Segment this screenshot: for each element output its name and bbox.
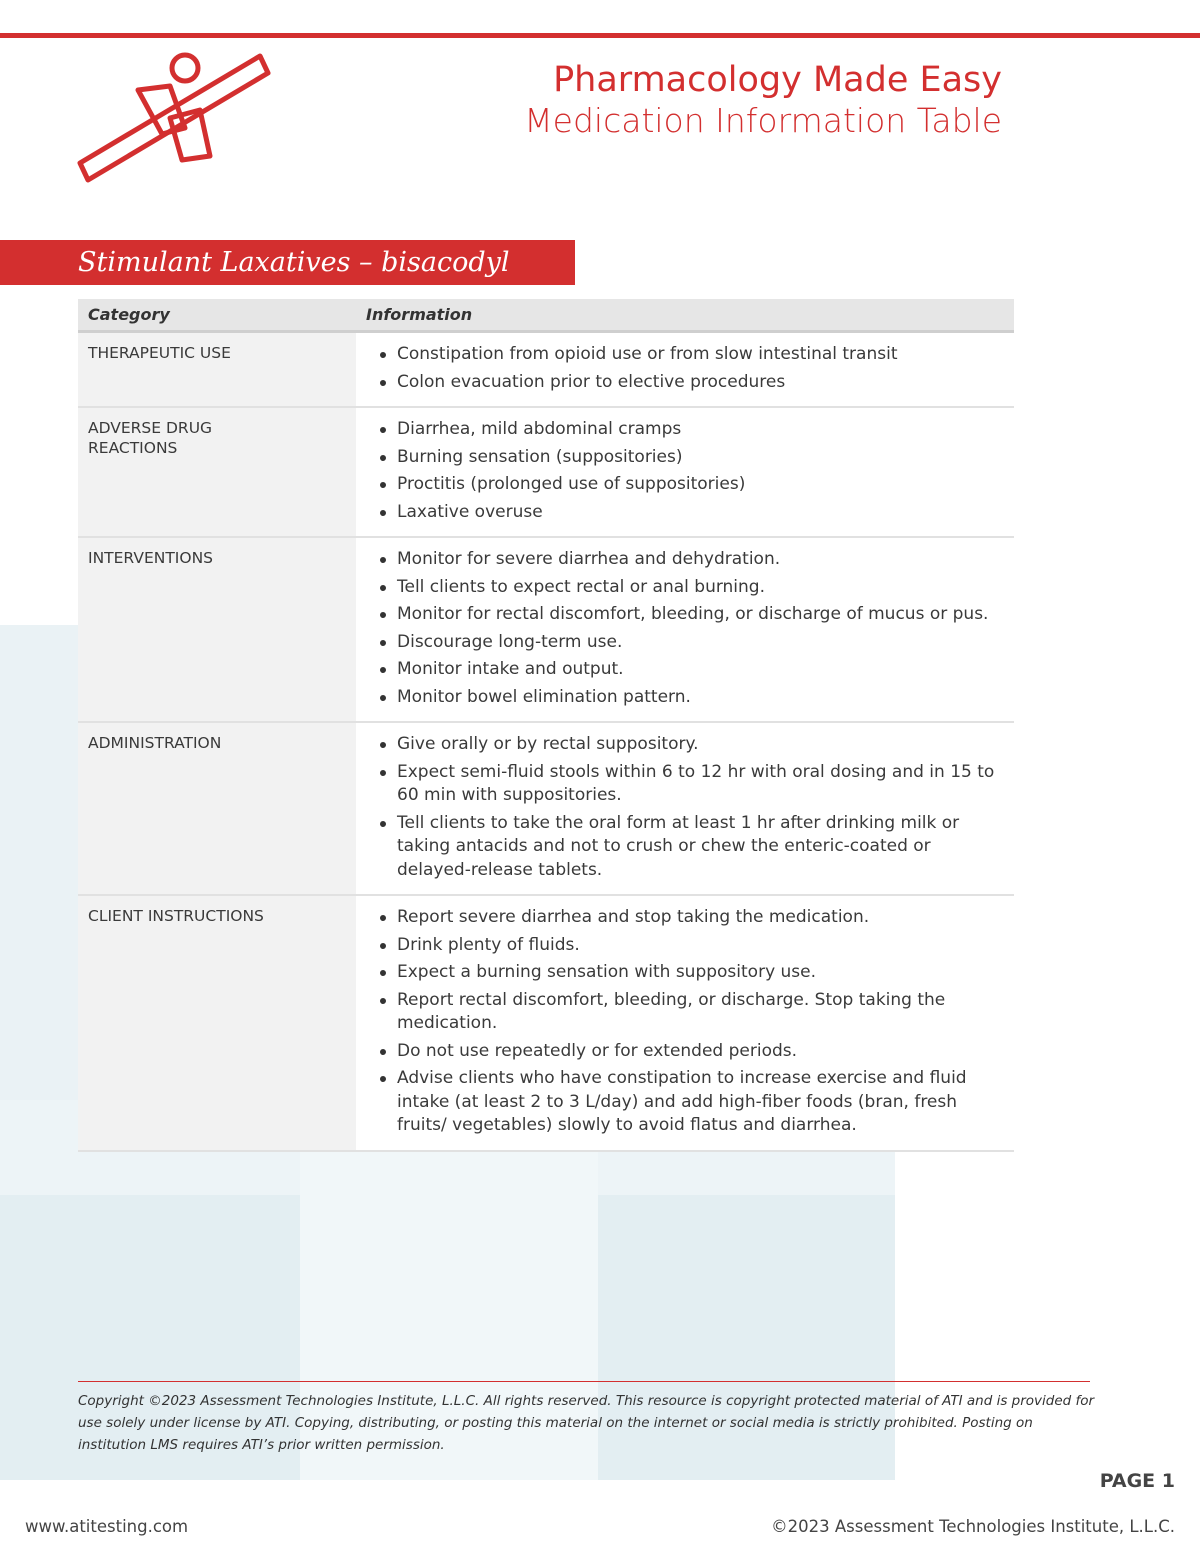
list-item: Constipation from opioid use or from slow intestinal transit [366, 343, 1004, 367]
table-row [78, 537, 1014, 722]
list-item: Advise clients who have constipation to increase exercise and fluid intake (at least 2 to 3 L/day) and add high-fiber foods (bran, fresh fruits/ vegetables) slowly to avoid flatus and diarrhea. [366, 1067, 1004, 1138]
footer-divider [78, 1381, 1090, 1382]
document-titles [524, 58, 1002, 140]
list-item: Expect semi-fluid stools within 6 to 12 hr with oral dosing and in 15 to 60 min with suppositories. [366, 761, 1004, 808]
information-cell [356, 895, 1014, 1151]
information-list [366, 343, 1004, 394]
list-item: Expect a burning sensation with suppository use. [366, 961, 1004, 985]
medication-table [78, 299, 1014, 1152]
information-list [366, 733, 1004, 882]
copyright-notice: Copyright ©2023 Assessment Technologies Institute, L.L.C. All rights reserved. This resource is copyright protected material of ATI and is provided for use solely under license by ATI. Copying, distributing, or posting this material on the internet or social media is strictly prohibited. Posting on institution LMS requires ATI’s prior written permission. [78, 1393, 1095, 1453]
information-list [366, 418, 1004, 524]
list-item: Burning sensation (suppositories) [366, 446, 1004, 470]
list-item: Laxative overuse [366, 501, 1004, 525]
list-item: Colon evacuation prior to elective procedures [366, 371, 1004, 395]
table-row [78, 407, 1014, 537]
list-item: Monitor intake and output. [366, 658, 1004, 682]
section-title-banner: Stimulant Laxatives – bisacodyl [0, 240, 575, 285]
document-subtitle: Medication Information Table [524, 101, 1002, 140]
list-item: Diarrhea, mild abdominal cramps [366, 418, 1004, 442]
table-row [78, 895, 1014, 1151]
category-cell: THERAPEUTIC USE [78, 332, 356, 408]
list-item: Drink plenty of fluids. [366, 934, 1004, 958]
list-item: Tell clients to take the oral form at least 1 hr after drinking milk or taking antacids and not to crush or chew the enteric-coated or delayed-release tablets. [366, 812, 1004, 883]
category-cell: CLIENT INSTRUCTIONS [78, 895, 356, 1151]
table-row [78, 722, 1014, 895]
website-link[interactable]: www.atitesting.com [25, 1517, 189, 1536]
information-list [366, 906, 1004, 1138]
list-item: Monitor for rectal discomfort, bleeding, or discharge of mucus or pus. [366, 603, 1004, 627]
category-cell: ADMINISTRATION [78, 722, 356, 895]
list-item: Report severe diarrhea and stop taking the medication. [366, 906, 1004, 930]
table-row [78, 332, 1014, 408]
information-cell [356, 537, 1014, 722]
list-item: Monitor for severe diarrhea and dehydration. [366, 548, 1004, 572]
category-cell: ADVERSE DRUG REACTIONS [78, 407, 356, 537]
information-list [366, 548, 1004, 709]
information-cell [356, 722, 1014, 895]
list-item: Do not use repeatedly or for extended periods. [366, 1040, 1004, 1064]
column-header-information: Information [356, 299, 1014, 332]
list-item: Tell clients to expect rectal or anal burning. [366, 576, 1004, 600]
list-item: Give orally or by rectal suppository. [366, 733, 1004, 757]
information-cell [356, 332, 1014, 408]
information-cell [356, 407, 1014, 537]
organization-copyright: ©2023 Assessment Technologies Institute, L.L.C. [771, 1517, 1175, 1536]
document-title: Pharmacology Made Easy [553, 60, 1002, 100]
list-item: Report rectal discomfort, bleeding, or discharge. Stop taking the medication. [366, 989, 1004, 1036]
list-item: Proctitis (prolonged use of suppositories) [366, 473, 1004, 497]
list-item: Discourage long-term use. [366, 631, 1004, 655]
page-number: PAGE 1 [1099, 1470, 1175, 1492]
list-item: Monitor bowel elimination pattern. [366, 686, 1004, 710]
category-cell: INTERVENTIONS [78, 537, 356, 722]
ati-figure-logo-icon [70, 48, 280, 188]
top-accent-bar [0, 33, 1200, 38]
table-header-row [78, 299, 1014, 332]
column-header-category: Category [78, 299, 356, 332]
